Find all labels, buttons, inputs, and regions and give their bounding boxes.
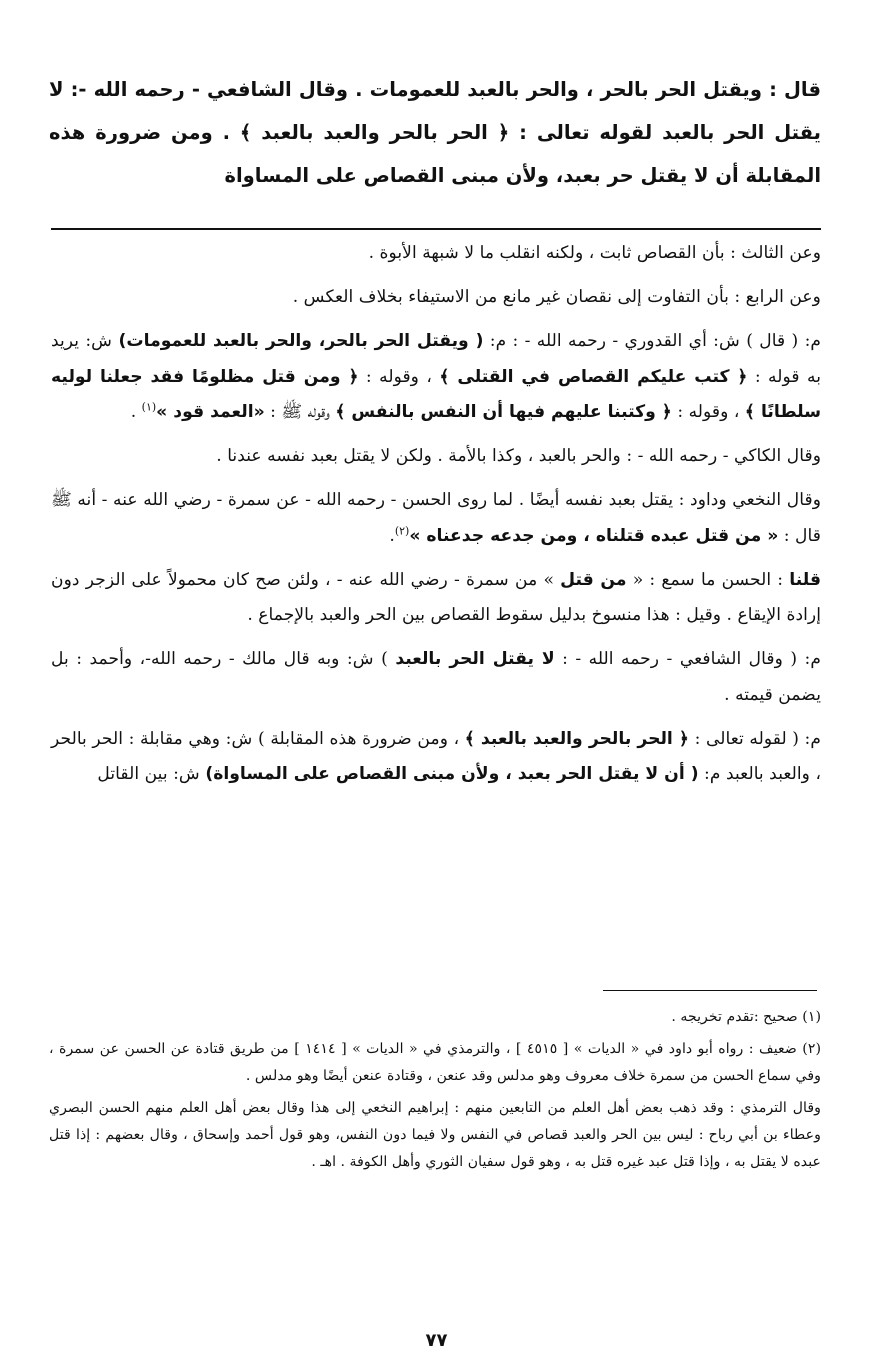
text-run: » من سمرة - رضي الله عنه - ، ولئن صح كان محمولاً على الزجر دون إرادة الإيقاع . وقيل : هذا منسوخ بدليل سقوط القصاص بين الحر والعبد بالإجماع .: [51, 569, 821, 625]
quoted-matn: ( أن لا يقتل الحر بعبد ، ولأن مبنى القصاص على المساواة): [205, 764, 699, 784]
text-run: .: [130, 402, 142, 422]
quran-verse: ﴿ ومن قتل مظلومًا فقد جعلنا لوليه سلطانًا ﴾: [51, 366, 821, 422]
text-run: ، وقوله :: [358, 366, 440, 387]
matn-text-block: [49, 68, 821, 197]
quran-verse: ﴿ كتب عليكم القصاص في القتلى ﴾: [439, 366, 748, 387]
footnote-1: (١) صحيح :تقدم تخريجه .: [671, 1009, 821, 1025]
commentary-paragraph-1: وعن الثالث : بأن القصاص ثابت ، ولكنه انقلب ما لا شبهة الأبوة .: [368, 243, 821, 263]
text-run: م: ( قال ) ش: أي القدوري - رحمه الله - : م:: [483, 331, 821, 351]
quoted-matn: ( ويقتل الحر بالحر، والحر بالعبد للعمومات): [118, 331, 484, 351]
quran-verse: ﴿ وكتبنا عليهم فيها أن النفس بالنفس ﴾: [335, 402, 672, 422]
text-run: ، وقوله :: [671, 402, 745, 422]
footnote-ref-1: (١): [141, 400, 157, 414]
text-run: ) ش: وبه قال مالك - رحمه الله-، وأحمد : بل يضمن قيمته .: [51, 649, 821, 705]
text-run: ، ومن ضرورة هذه المقابلة ) ش: وهي مقابلة : الحر بالحر ، والعبد بالعبد م:: [51, 728, 821, 784]
text-run: ش: بين القاتل: [97, 764, 206, 784]
hadith-quote: من قتل: [560, 569, 627, 590]
text-run: قلنا: [789, 569, 821, 590]
commentary-block: [51, 236, 821, 801]
text-run: .: [389, 525, 395, 546]
quoted-matn: لا يقتل الحر بالعبد: [395, 649, 555, 669]
text-run: وقال النخعي وداود : يقتل بعبد نفسه أيضًا . لما روى الحسن - رحمه الله - عن سمرة - رضي الله عنه - أنه ﷺ قال :: [51, 490, 821, 546]
footnotes-block: [49, 1004, 821, 1181]
text-run: م: ( وقال الشافعي - رحمه الله - :: [554, 649, 821, 669]
commentary-paragraph-6: [51, 563, 821, 634]
text-run: وقوله ﷺ :: [264, 402, 336, 422]
footnote-2-continued: وقال الترمذي : وقد ذهب بعض أهل العلم من التابعين منهم : إبراهيم النخعي إلى هذا وقال بعض أهل العلم منهم الحسن البصري وعطاء بن أبي رباح : ليس بين الحر والعبد قصاص في النفس ولا فيما دون النفس، وهو قول أحمد وإسحاق ، وقال بعضهم : إذا قتل عبده لا يقتل به ، وإذا قتل عبد غيره قتل به ، وهو قول سفيان الثوري وأهل الكوفة . اهـ .: [49, 1100, 821, 1170]
hadith-quote: « من قتل عبده قتلناه ، ومن جدعه جدعناه »: [409, 525, 779, 546]
footnote-separator-rule: [603, 990, 817, 991]
text-run: م: ( لقوله تعالى :: [688, 728, 821, 749]
matn-paragraph: قال : ويقتل الحر بالحر ، والحر بالعبد للعمومات . وقال الشافعي - رحمه الله -: لا يقتل الحر بالعبد لقوله تعالى : ﴿ الحر بالحر والعبد بالعبد ﴾ . ومن ضرورة هذه المقابلة أن لا يقتل حر بعبد، ولأن مبنى القصاص على المساواة: [49, 78, 821, 187]
text-run: ش: يريد به قوله :: [51, 331, 821, 387]
footnote-2: (٢) ضعيف : رواه أبو داود في « الديات » [ ٤٥١٥ ] ، والترمذي في « الديات » [ ١٤١٤ ] من طريق قتادة عن الحسن عن سمرة ، وفي سماع الحسن من سمرة خلاف معروف وهو مدلس وقد عنعن ، وقتادة عنعن أيضًا وهو مدلس .: [49, 1041, 821, 1084]
commentary-paragraph-3: [51, 324, 821, 431]
commentary-paragraph-8: [51, 722, 821, 793]
commentary-paragraph-4: وقال الكاكي - رحمه الله - : والحر بالعبد ، وكذا بالأمة . ولكن لا يقتل بعبد نفسه عندنا .: [216, 446, 821, 466]
commentary-paragraph-2: وعن الرابع : بأن التفاوت إلى نقصان غير مانع من الاستيفاء بخلاف العكس .: [292, 287, 821, 307]
commentary-paragraph-5: [51, 483, 821, 554]
hadith-quote: «العمد قود »: [156, 402, 265, 422]
footnote-ref-2: (٢): [394, 523, 410, 537]
quran-verse: ﴿ الحر بالحر والعبد بالعبد ﴾: [464, 728, 689, 749]
matn-separator-rule: [51, 228, 821, 230]
commentary-paragraph-7: [51, 642, 821, 713]
text-run: : الحسن ما سمع : «: [626, 569, 790, 590]
page-number: ٧٧: [425, 1330, 448, 1351]
